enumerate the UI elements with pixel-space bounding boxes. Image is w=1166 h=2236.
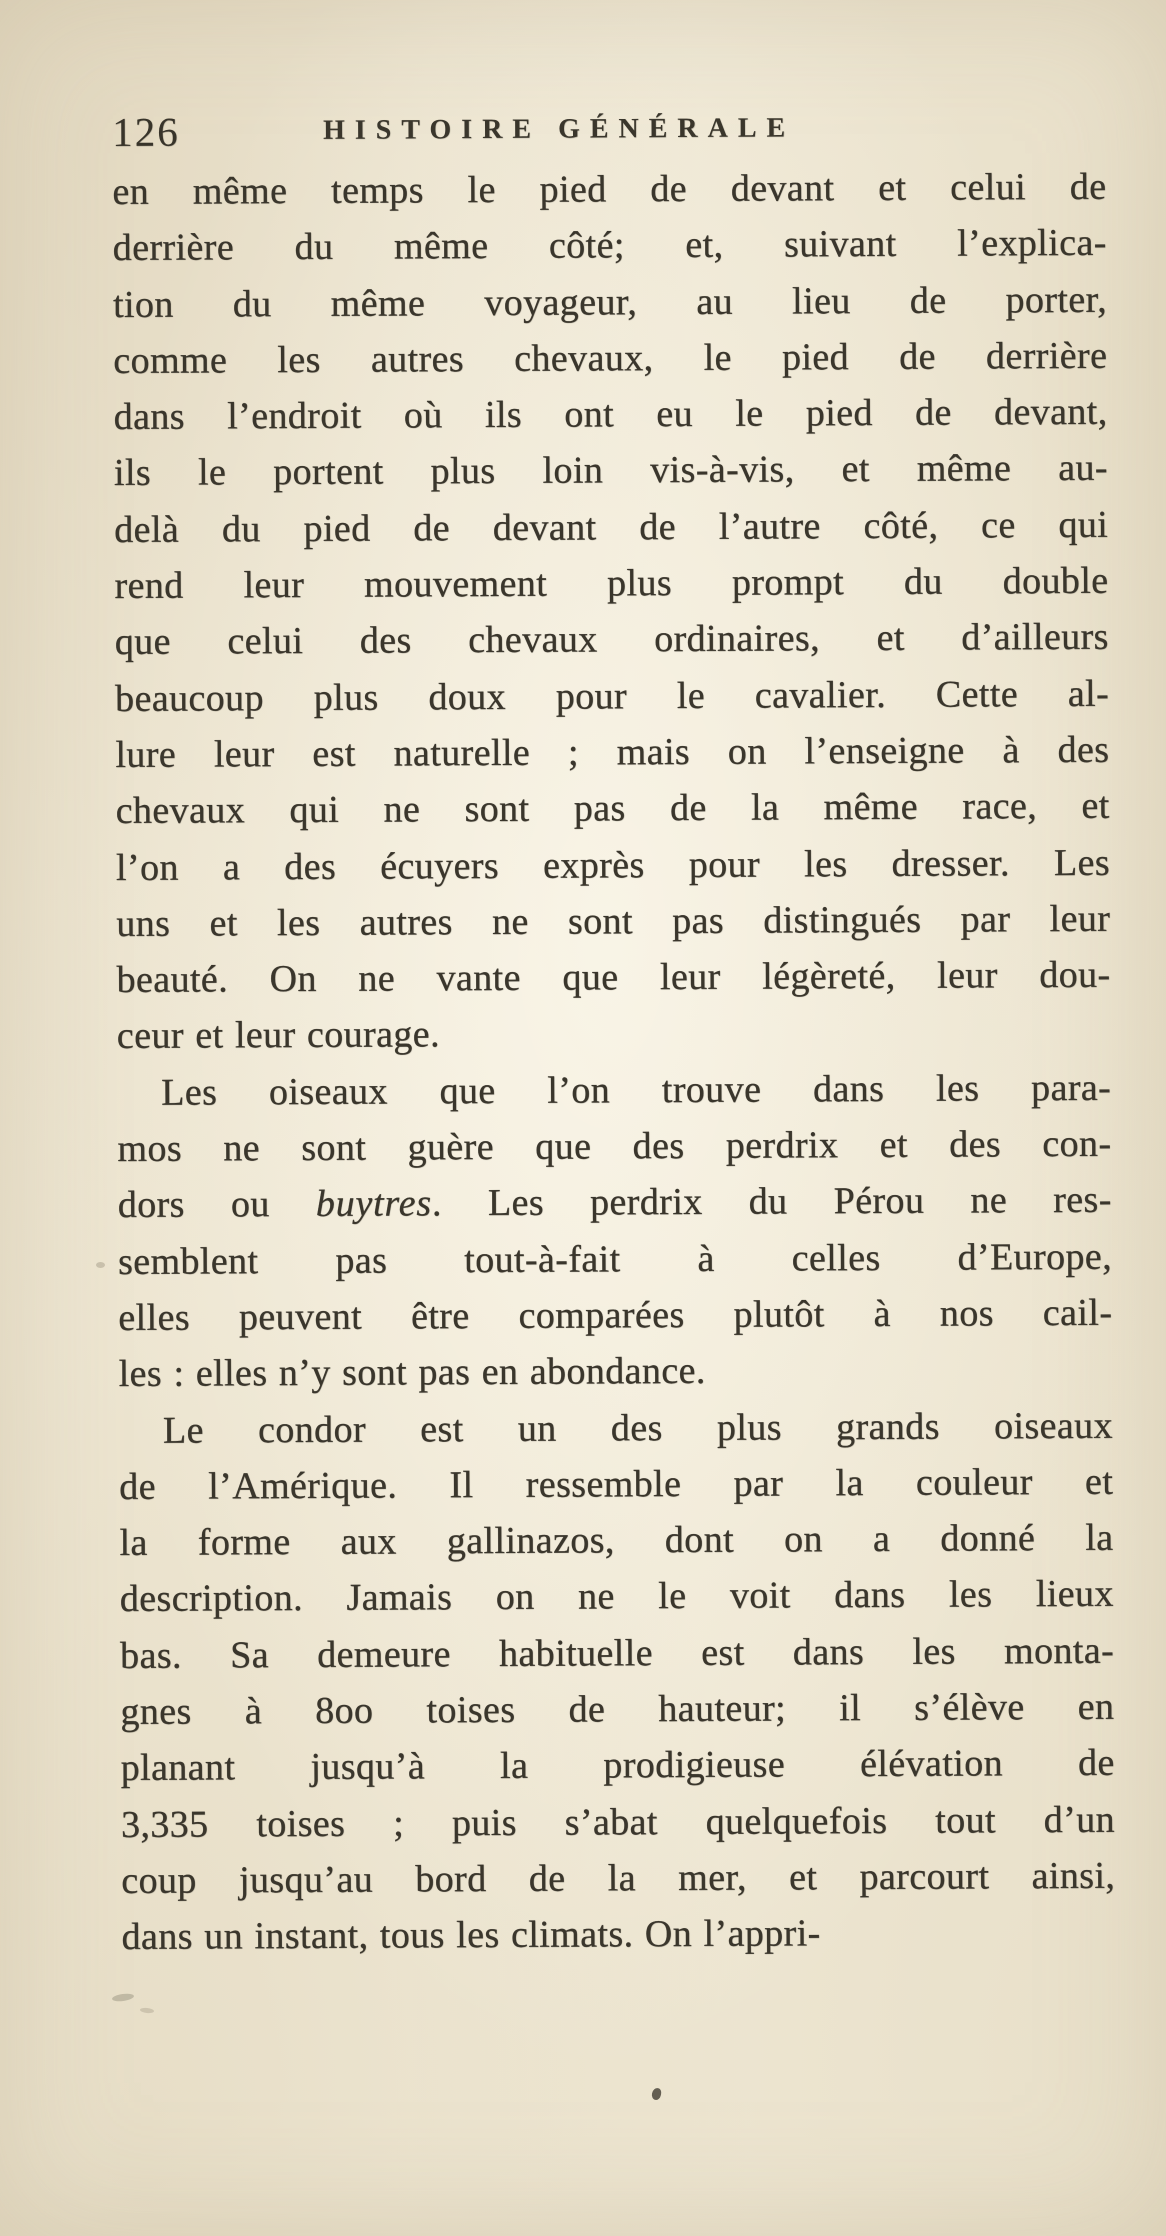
text-line: tion du même voyageur, au lieu de porter, [112,278,1108,326]
text-line: gnes à 8oo toises de hauteur; il s’élève en [120,1685,1115,1733]
text-line: semblent pas tout-à-fait à celles d’Europe, [117,1235,1113,1283]
text-line: la forme aux gallinazos, dont on a donné la [119,1516,1114,1565]
scan-artifact [112,1993,135,2003]
text-line: delà du pied de devant de l’autre côté, ce qui [114,503,1109,551]
text-line: uns et les autres ne sont pas distingués par leur [116,897,1111,945]
text-line: en même temps le pied de devant et celui de [112,165,1107,213]
text-line: dors ou buytres. Les perdrix du Pérou ne res- [117,1179,1112,1227]
text-line: dans l’endroit où ils ont eu le pied de devant, [113,390,1108,439]
text-line: l’on a des écuyers exprès pour les dresser. Les [115,841,1111,889]
paragraph [117,1060,1113,1403]
text-line: bas. Sa demeure habituelle est dans les monta- [120,1629,1115,1677]
text-line: Les oiseaux que l’on trouve dans les para- [161,1066,1112,1114]
running-title: HISTOIRE GÉNÉRALE [322,112,796,146]
text-line: que celui des chevaux ordinaires, et d’ailleurs [114,616,1109,664]
page-content [112,101,1116,1966]
text-line: ceur et leur courage. [116,1013,441,1058]
text-line: beauté. On ne vante que leur légèreté, leur dou- [116,953,1111,1002]
paragraph [119,1397,1116,1965]
text-line: les : elles n’y sont pas en abondance. [118,1350,706,1396]
text-line: mos ne sont guère que des perdrix et des con- [117,1122,1112,1171]
text-line: coup jusqu’au bord de la mer, et parcourt ainsi, [121,1854,1116,1902]
ink-speck [651,2087,662,2101]
text-line: planant jusqu’à la prodigieuse élévation de [120,1742,1115,1790]
paragraph [112,159,1111,1065]
text-line: 3,335 toises ; puis s’abat quelquefois tout d’un [120,1798,1116,1846]
text-line: Le condor est un des plus grands oiseaux [162,1404,1114,1452]
text-line: beaucoup plus doux pour le cavalier. Cette al- [114,672,1110,720]
text-line: elles peuvent être comparées plutôt à nos cail- [118,1291,1113,1339]
page-body [112,159,1115,1966]
page-number: 126 [112,108,180,155]
text-line: ils le portent plus loin vis-à-vis, et même au- [113,447,1109,495]
scan-artifact [140,2007,154,2013]
text-line: description. Jamais on ne le voit dans les lieux [119,1573,1114,1621]
text-line: derrière du même côté; et, suivant l’explica- [112,222,1107,270]
text-line: rend leur mouvement plus prompt du double [114,559,1109,608]
text-line: comme les autres chevaux, le pied de derrière [113,334,1108,382]
text-line: dans un instant, tous les climats. On l’appri- [121,1912,821,1959]
scan-artifact [96,1262,105,1268]
text-line: de l’Amérique. Il ressemble par la couleur et [119,1460,1114,1508]
text-line: chevaux qui ne sont pas de la même race, et [115,785,1110,833]
running-head [112,101,1106,164]
text-line: lure leur est naturelle ; mais on l’enseigne à des [115,728,1110,776]
